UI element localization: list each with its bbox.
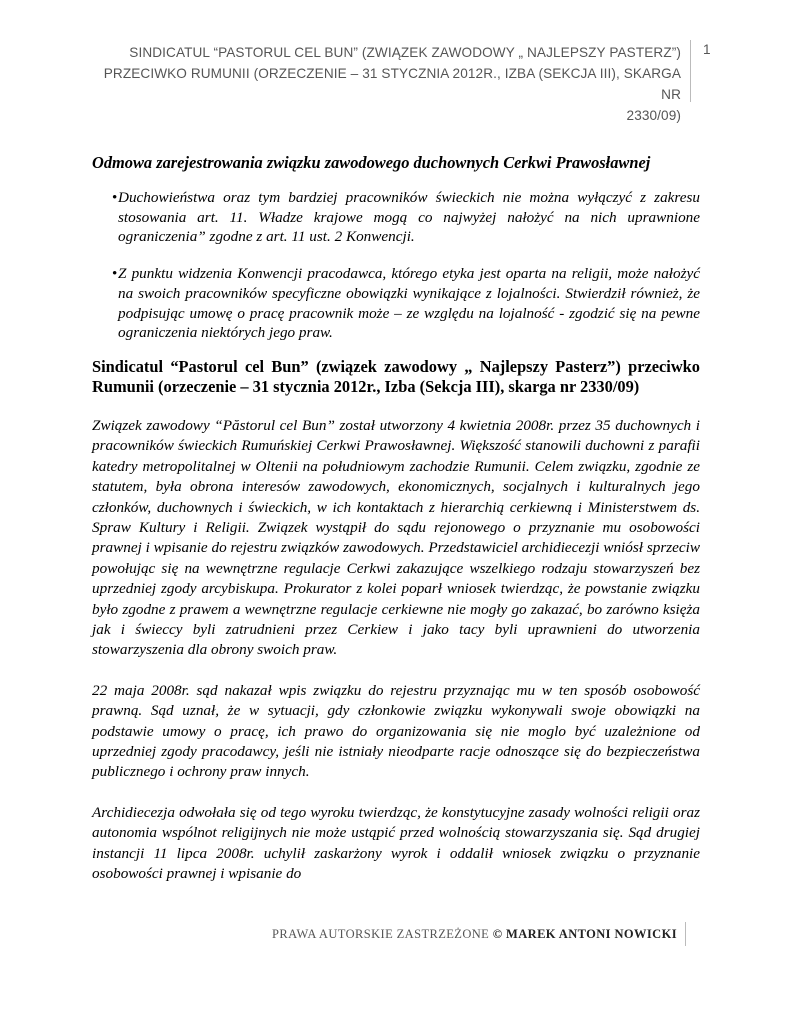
bullet-icon: • <box>112 189 118 206</box>
running-header <box>81 42 681 126</box>
header-line-1: SINDICATUL “PASTORUL CEL BUN” (ZWIĄZEK ZAWODOWY „ NAJLEPSZY PASTERZ”) <box>129 45 681 60</box>
header-divider <box>690 40 691 102</box>
header-line-2: PRZECIWKO RUMUNII (ORZECZENIE – 31 STYCZNIA 2012R., IZBA (SEKCJA III), SKARGA NR <box>103 66 681 102</box>
bullet-text: Duchowieństwa oraz tym bardziej pracowników świeckich nie można wyłączyć z zakresu stosowania art. 11. Władze krajowe mogą co najwyżej nałożyć na nich uprawnione ograniczenia” zgodne z art. 11 ust. 2 Konwencji. <box>118 189 700 246</box>
bullet-icon: • <box>112 265 118 283</box>
section-title: Odmowa zarejestrowania związku zawodowego duchownych Cerkwi Prawosławnej <box>92 153 651 172</box>
header-line-3: 2330/09) <box>626 108 681 123</box>
bullet-text: Z punktu widzenia Konwencji pracodawca, którego etyka jest oparta na religii, może nałożyć na swoich pracowników specyficzne obowiązki wynikające z lojalności. Stwierdził również, że podpisując umowę o pracę pracownik może – ze względu na lojalność - zgodzić się na pewne ograniczenia niektórych jego praw. <box>118 265 700 342</box>
footer-rights: PRAWA AUTORSKIE ZASTRZEŻONE <box>272 927 490 941</box>
footer-divider <box>685 922 686 946</box>
paragraph: 22 maja 2008r. sąd nakazał wpis związku do rejestru przyznając mu w ten sposób osobowość prawną. Sąd uznał, że w sytuacji, gdy członkowie związku wykonywali swoje obowiązki na podstawie umowy o pracę, ich prawo do organizowania się nie moglo być uzależnione od uprzedniej zgody pracodawcy, jeśli nie istniały nieodparte racje odnoszące się do bezpieczeństwa publicznego i ochrony praw innych. <box>92 681 700 781</box>
paragraph: Archidiecezja odwołała się od tego wyroku twierdząc, że konstytucyjne zasady wolności religii oraz autonomia wspólnot religijnych nie może ustąpić przed wolnością stowarzyszania się. Sąd drugiej instancji 11 lipca 2008r. uchylił zaskarżony wyrok i oddalił wniosek związku o przyznanie osobowości prawnej i wpisanie do <box>92 803 700 883</box>
bullet-item <box>92 264 700 343</box>
paragraph: Związek zawodowy “Păstorul cel Bun” został utworzony 4 kwietnia 2008r. przez 35 duchownych i pracowników świeckich Rumuńskiej Cerkwi Prawosławnej. Większość stanowili duchowni z parafii katedry metropolitalnej w Oltenii na południowym zachodzie Rumunii. Celem związku, zgodnie ze statutem, była obrona interesów zawodowych, ekonomicznych, socjalnych i kulturalnych jego członków, duchownych i świeckich, w ich kontaktach z hierarchią cerkiewną i Ministerstwem ds. Spraw Kultury i Religii. Związek wystąpił do sądu rejonowego o przyznanie mu osobowości prawnej i wpisanie do rejestru związków zawodowych. Przedstawiciel archidiecezji wniósł sprzeciw powołując się na wewnętrzne regulacje Cerkwi zakazujące wszelkiego rodzaju stowarzyszeń bez uprzedniej zgody arcybiskupa. Prokurator z kolei poparł wniosek twierdząc, że powstanie związku było zgodne z prawem a wewnętrzne regulacje cerkiewne nie mogły go zakazać, bo zarówno księża jak i świeccy byli zatrudnieni przez Cerkiew i jako tacy byli uprawnieni do utworzenia stowarzyszenia dla obrony swoich praw. <box>92 416 700 659</box>
page-body <box>92 152 700 883</box>
case-title: Sindicatul “Pastorul cel Bun” (związek zawodowy „ Najlepszy Pasterz”) przeciwko Rumunii (orzeczenie – 31 stycznia 2012r., Izba (Sekcja III), skarga nr 2330/09) <box>92 356 700 397</box>
bullet-item <box>92 188 700 247</box>
page-number: 1 <box>703 42 711 57</box>
footer <box>0 927 677 942</box>
summary-bullets <box>92 188 700 343</box>
footer-copyright: © MAREK ANTONI NOWICKI <box>492 927 677 941</box>
